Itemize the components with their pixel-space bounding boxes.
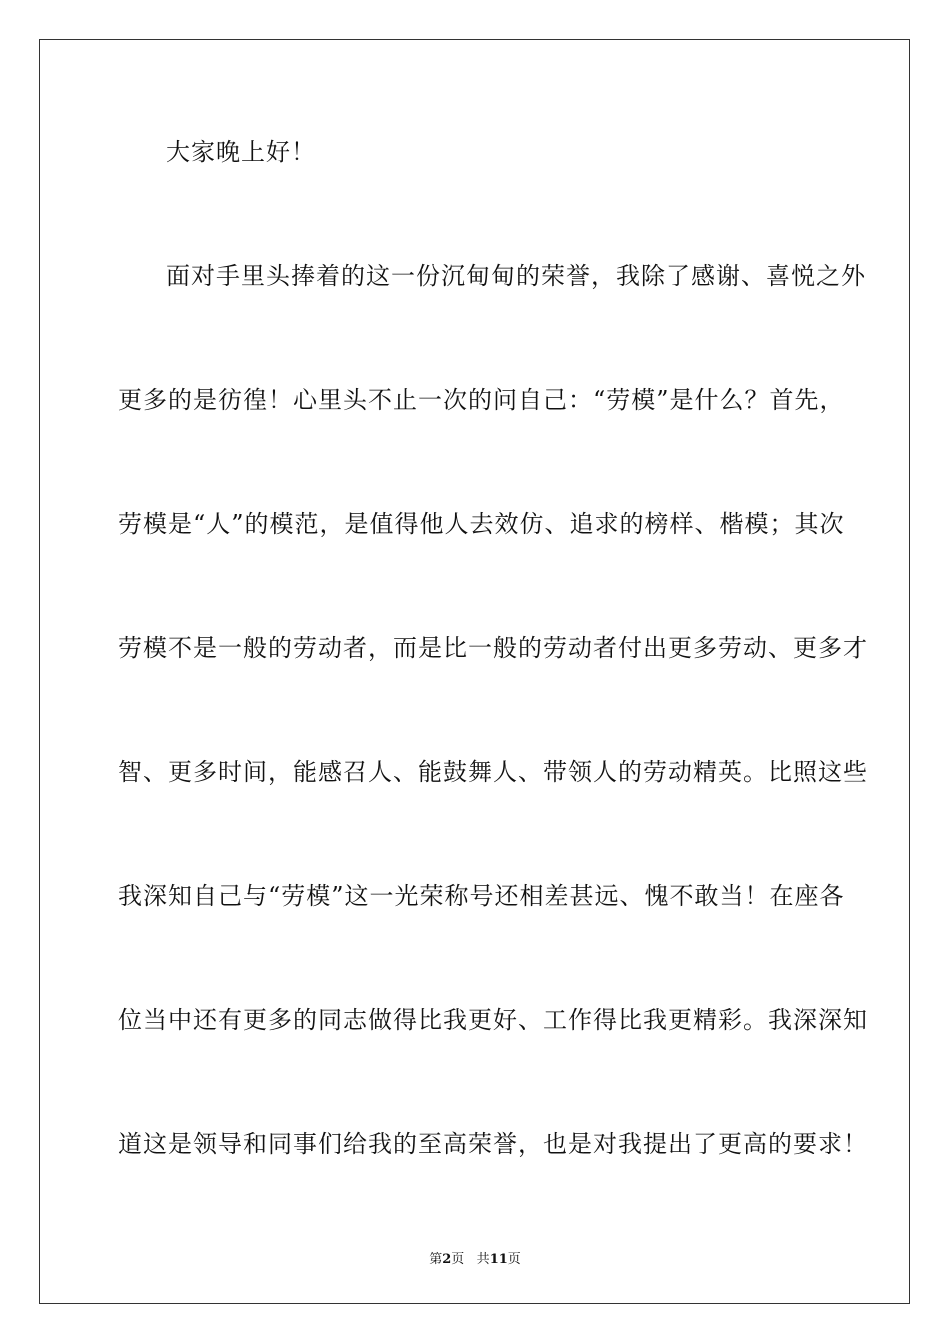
paragraph-line: 位当中还有更多的同志做得比我更好、工作得比我更精彩。我深深知	[118, 1006, 868, 1034]
page-footer	[0, 1248, 950, 1267]
paragraph-line: 更多的是彷徨！心里头不止一次的问自己：“劳模”是什么？首先，	[118, 386, 845, 414]
paragraph-line: 面对手里头捧着的这一份沉甸甸的荣誉，我除了感谢、喜悦之外	[166, 262, 866, 290]
paragraph-line: 智、更多时间，能感召人、能鼓舞人、带领人的劳动精英。比照这些	[118, 758, 868, 786]
paragraph-line: 道这是领导和同事们给我的至高荣誉，也是对我提出了更高的要求！	[118, 1130, 868, 1158]
footer-page-prefix: 第	[429, 1252, 443, 1267]
footer-page-number: 2	[442, 1252, 452, 1267]
footer-total-suffix: 页	[507, 1252, 521, 1267]
paragraph-line: 我深知自己与“劳模”这一光荣称号还相差甚远、愧不敢当！在座各	[118, 882, 845, 910]
page-border	[39, 39, 910, 1304]
footer-total-prefix: 共	[476, 1252, 490, 1267]
footer-total-pages: 11	[489, 1252, 508, 1267]
paragraph-line: 劳模不是一般的劳动者，而是比一般的劳动者付出更多劳动、更多才	[118, 634, 868, 662]
paragraph-line: 劳模是“人”的模范，是值得他人去效仿、追求的榜样、楷模；其次	[118, 510, 845, 538]
footer-page-suffix: 页	[451, 1252, 465, 1267]
greeting-line: 大家晚上好！	[166, 138, 316, 166]
